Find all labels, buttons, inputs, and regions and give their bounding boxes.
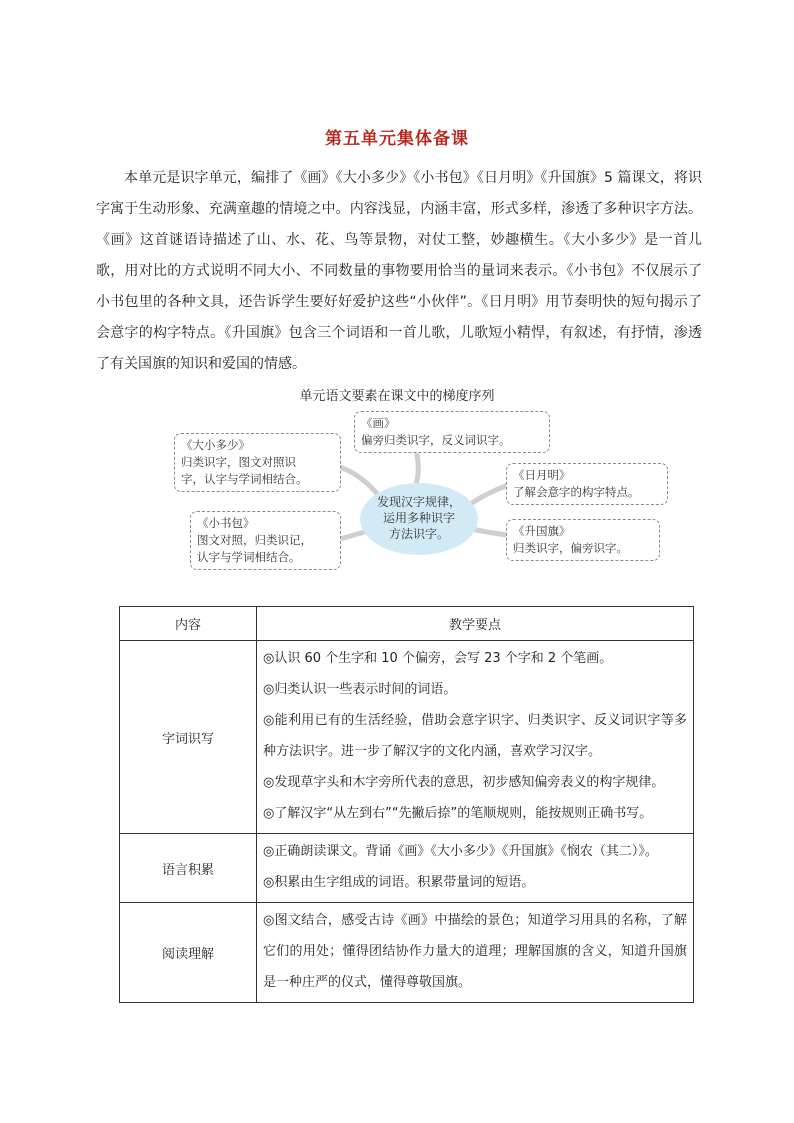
row-content bbox=[257, 903, 694, 1003]
teaching-points-table bbox=[119, 606, 694, 1003]
center-ellipse bbox=[360, 483, 478, 555]
node-riyue-title: 《日月明》 bbox=[513, 468, 571, 482]
list-item: ◎能利用已有的生活经验，借助会意字识字、归类识字、反义词识字等多种方法识字。进一步了解汉字的文化内涵，喜欢学习汉字。 bbox=[263, 713, 687, 759]
header-teaching-points: 教学要点 bbox=[257, 607, 694, 641]
node-daxiao bbox=[174, 433, 341, 492]
row-content bbox=[257, 834, 694, 903]
center-line-2: 运用多种识字 bbox=[382, 511, 455, 525]
diagram-title: 单元语文要素在课文中的梯度序列 bbox=[299, 389, 495, 404]
connector-daxiao bbox=[340, 467, 380, 497]
row-label-ziciShixie: 字词识写 bbox=[120, 641, 257, 834]
page-title: 第五单元集体备课 bbox=[325, 129, 469, 149]
node-riyue bbox=[506, 463, 668, 505]
table-header-row bbox=[120, 607, 694, 641]
table-row bbox=[120, 903, 694, 1003]
node-riyue-line-1: 了解会意字的构字特点。 bbox=[513, 485, 640, 499]
node-xiaoshubao-line-1: 图文对照，归类识记， bbox=[197, 533, 312, 547]
intro-paragraph: 本单元是识字单元，编排了《画》《大小多少》《小书包》《日月明》《升国旗》5 篇课文，将识字寓于生动形象、充满童趣的情境之中。内容浅显，内涵丰富，形式多样，渗透了多种识字方法。《画》这首谜语诗描述了山、水、花、鸟等景物，对仗工整，妙趣横生。《大小多少》是一首儿歌，用对比的方式说明不同大小、不同数量的事物要用恰当的量词来表示。《小书包》不仅展示了小书包里的各种文具，还告诉学生要好好爱护这些“小伙伴”。《日月明》用节奏明快的短句揭示了会意字的构字特点。《升国旗》包含三个词语和一首儿歌，儿歌短小精悍，有叙述，有抒情，渗透了有关国旗的知识和爱国的情感。 bbox=[96, 170, 702, 372]
list-item: ◎正确朗读课文。背诵《画》《大小多少》《升国旗》《悯农（其二）》。 bbox=[263, 844, 658, 859]
list-item: ◎了解汉字“从左到右”“先撇后捺”的笔顺规则，能按规则正确书写。 bbox=[263, 806, 653, 821]
node-daxiao-line-1: 归类识字，图文对照识 bbox=[181, 455, 296, 469]
list-item: ◎归类认识一些表示时间的词语。 bbox=[263, 682, 457, 697]
center-line-1: 发现汉字规律， bbox=[376, 495, 461, 509]
node-shengguoqi-line-1: 归类识字，偏旁识字。 bbox=[513, 541, 628, 555]
node-daxiao-title: 《大小多少》 bbox=[181, 438, 250, 452]
row-label-yueduLijie: 阅读理解 bbox=[120, 903, 257, 1003]
node-xiaoshubao-line-2: 认字与学词相结合。 bbox=[197, 550, 301, 564]
node-daxiao-line-2: 字，认字与学词相结合。 bbox=[181, 472, 308, 486]
list-item: ◎发现草字头和木字旁所代表的意思，初步感知偏旁表义的构字规律。 bbox=[263, 775, 665, 790]
list-item: ◎图文结合，感受古诗《画》中描绘的景色；知道学习用具的名称，了解它们的用处；懂得团结协作力量大的道理；理解国旗的含义，知道升国旗是一种庄严的仪式，懂得尊敬国旗。 bbox=[263, 913, 687, 990]
node-shengguoqi-title: 《升国旗》 bbox=[513, 524, 571, 538]
node-shengguoqi bbox=[506, 519, 660, 561]
node-xiaoshubao-title: 《小书包》 bbox=[197, 516, 255, 530]
row-content bbox=[257, 641, 694, 834]
connector-hua bbox=[416, 455, 418, 485]
node-hua-line-1: 偏旁归类识字，反义词识字。 bbox=[361, 433, 511, 447]
table-row bbox=[120, 834, 694, 903]
list-item: ◎认识 60 个生字和 10 个偏旁，会写 23 个字和 2 个笔画。 bbox=[263, 651, 613, 666]
center-line-3: 方法识字。 bbox=[388, 527, 449, 541]
row-label-yuyanJilei: 语言积累 bbox=[120, 834, 257, 903]
node-hua-title: 《画》 bbox=[361, 416, 396, 430]
table-row bbox=[120, 641, 694, 834]
node-hua bbox=[354, 411, 550, 453]
node-xiaoshubao bbox=[190, 511, 341, 570]
header-content: 内容 bbox=[120, 607, 257, 641]
list-item: ◎积累由生字组成的词语。积累带量词的短语。 bbox=[263, 875, 535, 890]
concept-diagram bbox=[172, 405, 672, 573]
